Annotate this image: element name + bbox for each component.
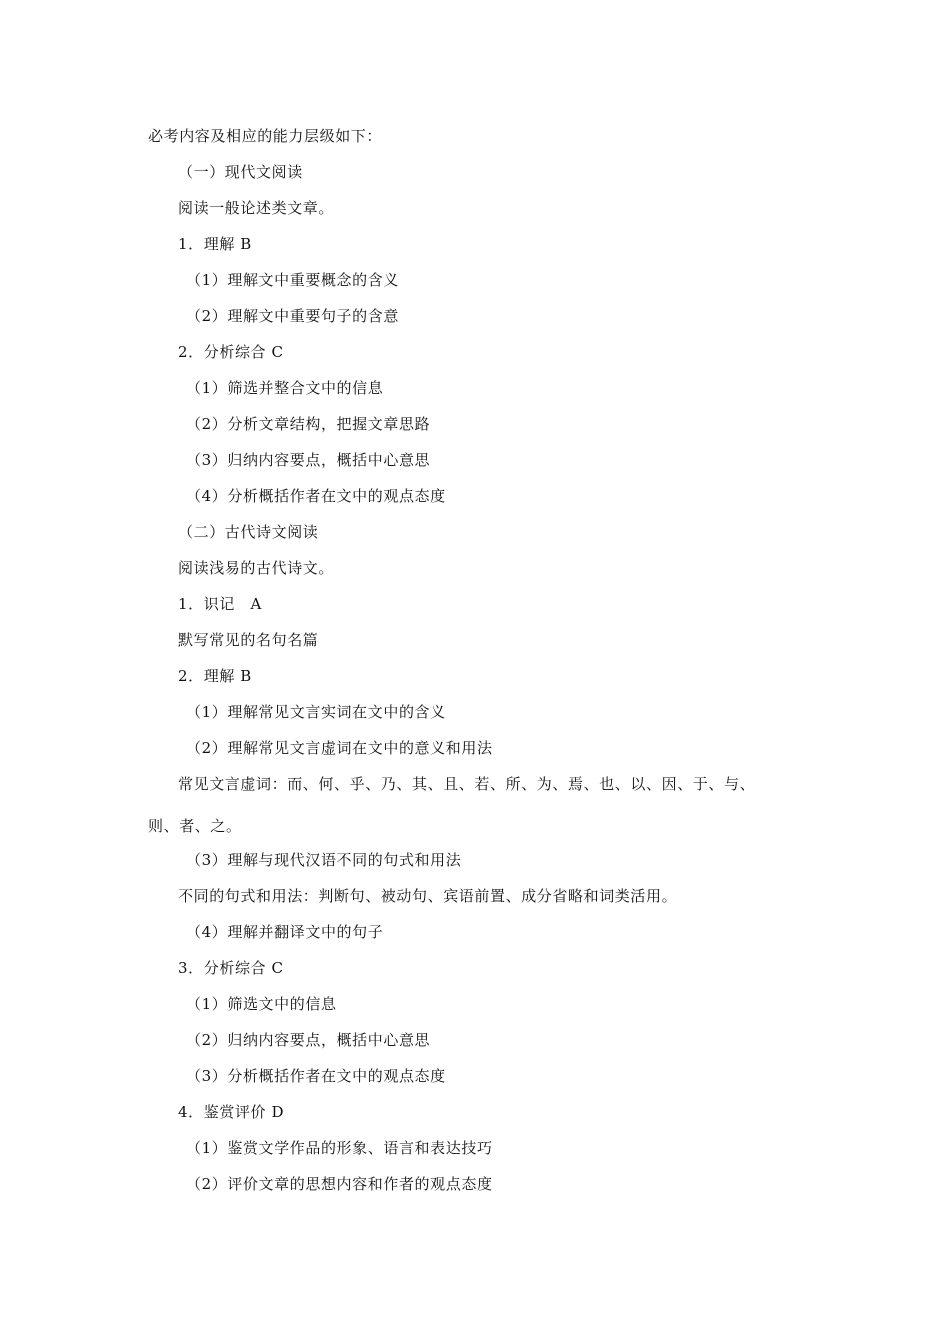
paragraph-line: 阅读浅易的古代诗文。 bbox=[178, 559, 335, 577]
paragraph-line-continued: 则、者、之。 bbox=[148, 817, 242, 835]
list-item: （2）分析文章结构，把握文章思路 bbox=[186, 415, 431, 433]
level-heading: 1．理解 B bbox=[178, 235, 252, 253]
paragraph-line: 阅读一般论述类文章。 bbox=[178, 199, 335, 217]
section-heading-modern-reading: （一）现代文阅读 bbox=[178, 163, 303, 181]
paragraph-line: 常见文言虚词：而、何、乎、乃、其、且、若、所、为、焉、也、以、因、于、与、 bbox=[178, 775, 756, 793]
list-item: （2）归纳内容要点，概括中心意思 bbox=[186, 1031, 431, 1049]
list-item: （3）分析概括作者在文中的观点态度 bbox=[186, 1067, 446, 1085]
list-item: （1）筛选文中的信息 bbox=[186, 995, 337, 1013]
level-heading: 2．分析综合 C bbox=[178, 343, 284, 361]
list-item: （3）归纳内容要点，概括中心意思 bbox=[186, 451, 431, 469]
level-heading: 1．识记 A bbox=[178, 595, 262, 613]
list-item: （4）理解并翻译文中的句子 bbox=[186, 923, 384, 941]
section-heading-classical-reading: （二）古代诗文阅读 bbox=[178, 523, 319, 541]
list-item: （2）理解文中重要句子的含意 bbox=[186, 307, 399, 325]
paragraph-line: 默写常见的名句名篇 bbox=[178, 631, 319, 649]
intro-line: 必考内容及相应的能力层级如下： bbox=[148, 127, 383, 145]
level-heading: 4．鉴赏评价 D bbox=[178, 1103, 285, 1121]
paragraph-line: 不同的句式和用法：判断句、被动句、宾语前置、成分省略和词类活用。 bbox=[178, 887, 678, 905]
list-item: （2）理解常见文言虚词在文中的意义和用法 bbox=[186, 739, 493, 757]
list-item: （1）鉴赏文学作品的形象、语言和表达技巧 bbox=[186, 1139, 493, 1157]
level-heading: 3．分析综合 C bbox=[178, 959, 284, 977]
list-item: （1）理解文中重要概念的含义 bbox=[186, 271, 399, 289]
list-item: （1）筛选并整合文中的信息 bbox=[186, 379, 384, 397]
list-item: （4）分析概括作者在文中的观点态度 bbox=[186, 487, 446, 505]
list-item: （2）评价文章的思想内容和作者的观点态度 bbox=[186, 1175, 493, 1193]
level-heading: 2．理解 B bbox=[178, 667, 252, 685]
list-item: （3）理解与现代汉语不同的句式和用法 bbox=[186, 851, 462, 869]
list-item: （1）理解常见文言实词在文中的含义 bbox=[186, 703, 446, 721]
